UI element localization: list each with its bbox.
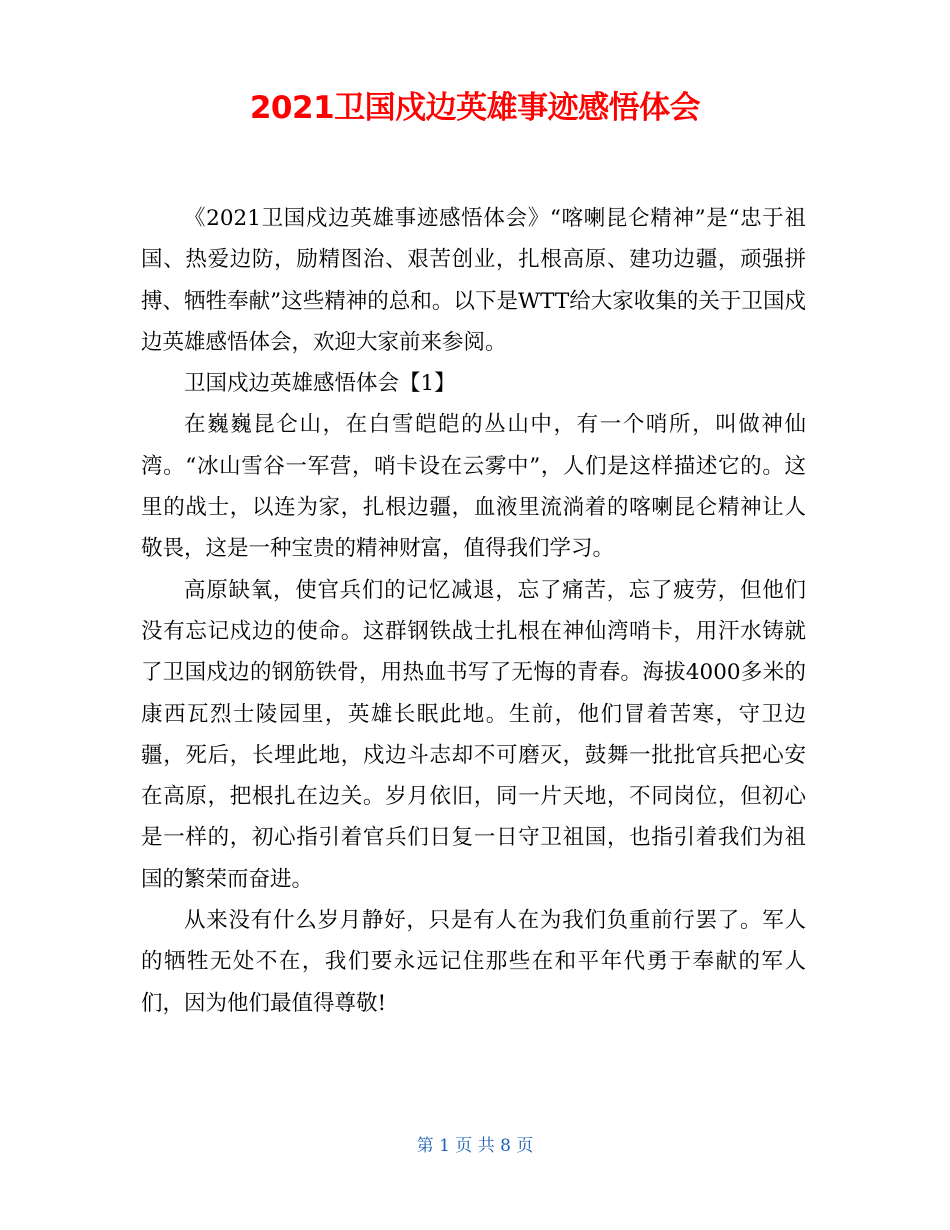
body-paragraph: 高原缺氧，使官兵们的记忆减退，忘了痛苦，忘了疲劳，但他们没有忘记戍边的使命。这群钢铁战士扎根在神仙湾哨卡，用汗水铸就了卫国戍边的钢筋铁骨，用热血书写了无悔的青春。海拔4000多米的康西瓦烈士陵园里，英雄长眠此地。生前，他们冒着苦寒，守卫边疆，死后，长埋此地，戍边斗志却不可磨灭，鼓舞一批批官兵把心安在高原，把根扎在边关。岁月依旧，同一片天地，不同岗位，但初心是一样的，初心指引着官兵们日复一日守卫祖国，也指引着我们为祖国的繁荣而奋进。 xyxy=(141,577,806,892)
section-heading: 卫国戍边英雄感悟体会【1】 xyxy=(184,371,456,397)
document-body xyxy=(141,198,806,1024)
body-paragraph: 在巍巍昆仑山，在白雪皑皑的丛山中，有一个哨所，叫做神仙湾。“冰山雪谷一军营，哨卡设在云雾中”，人们是这样描述它的。这里的战士，以连为家，扎根边疆，血液里流淌着的喀喇昆仑精神让人敬畏，这是一种宝贵的精神财富，值得我们学习。 xyxy=(141,412,806,562)
intro-paragraph: 《2021卫国戍边英雄事迹感悟体会》“喀喇昆仑精神”是“忠于祖国、热爱边防，励精图治、艰苦创业，扎根高原、建功边疆，顽强拼搏、牺牲奉献”这些精神的总和。以下是WTT给大家收集的关于卫国戍边英雄感悟体会，欢迎大家前来参阅。 xyxy=(141,206,806,355)
document-title: 2021卫国戍边英雄事迹感悟体会 xyxy=(249,90,701,126)
page-number-footer: 第 1 页 共 8 页 xyxy=(416,1136,534,1156)
body-paragraph: 从来没有什么岁月静好，只是有人在为我们负重前行罢了。军人的牺牲无处不在，我们要永远记住那些在和平年代勇于奉献的军人们，因为他们最值得尊敬! xyxy=(141,908,806,1016)
